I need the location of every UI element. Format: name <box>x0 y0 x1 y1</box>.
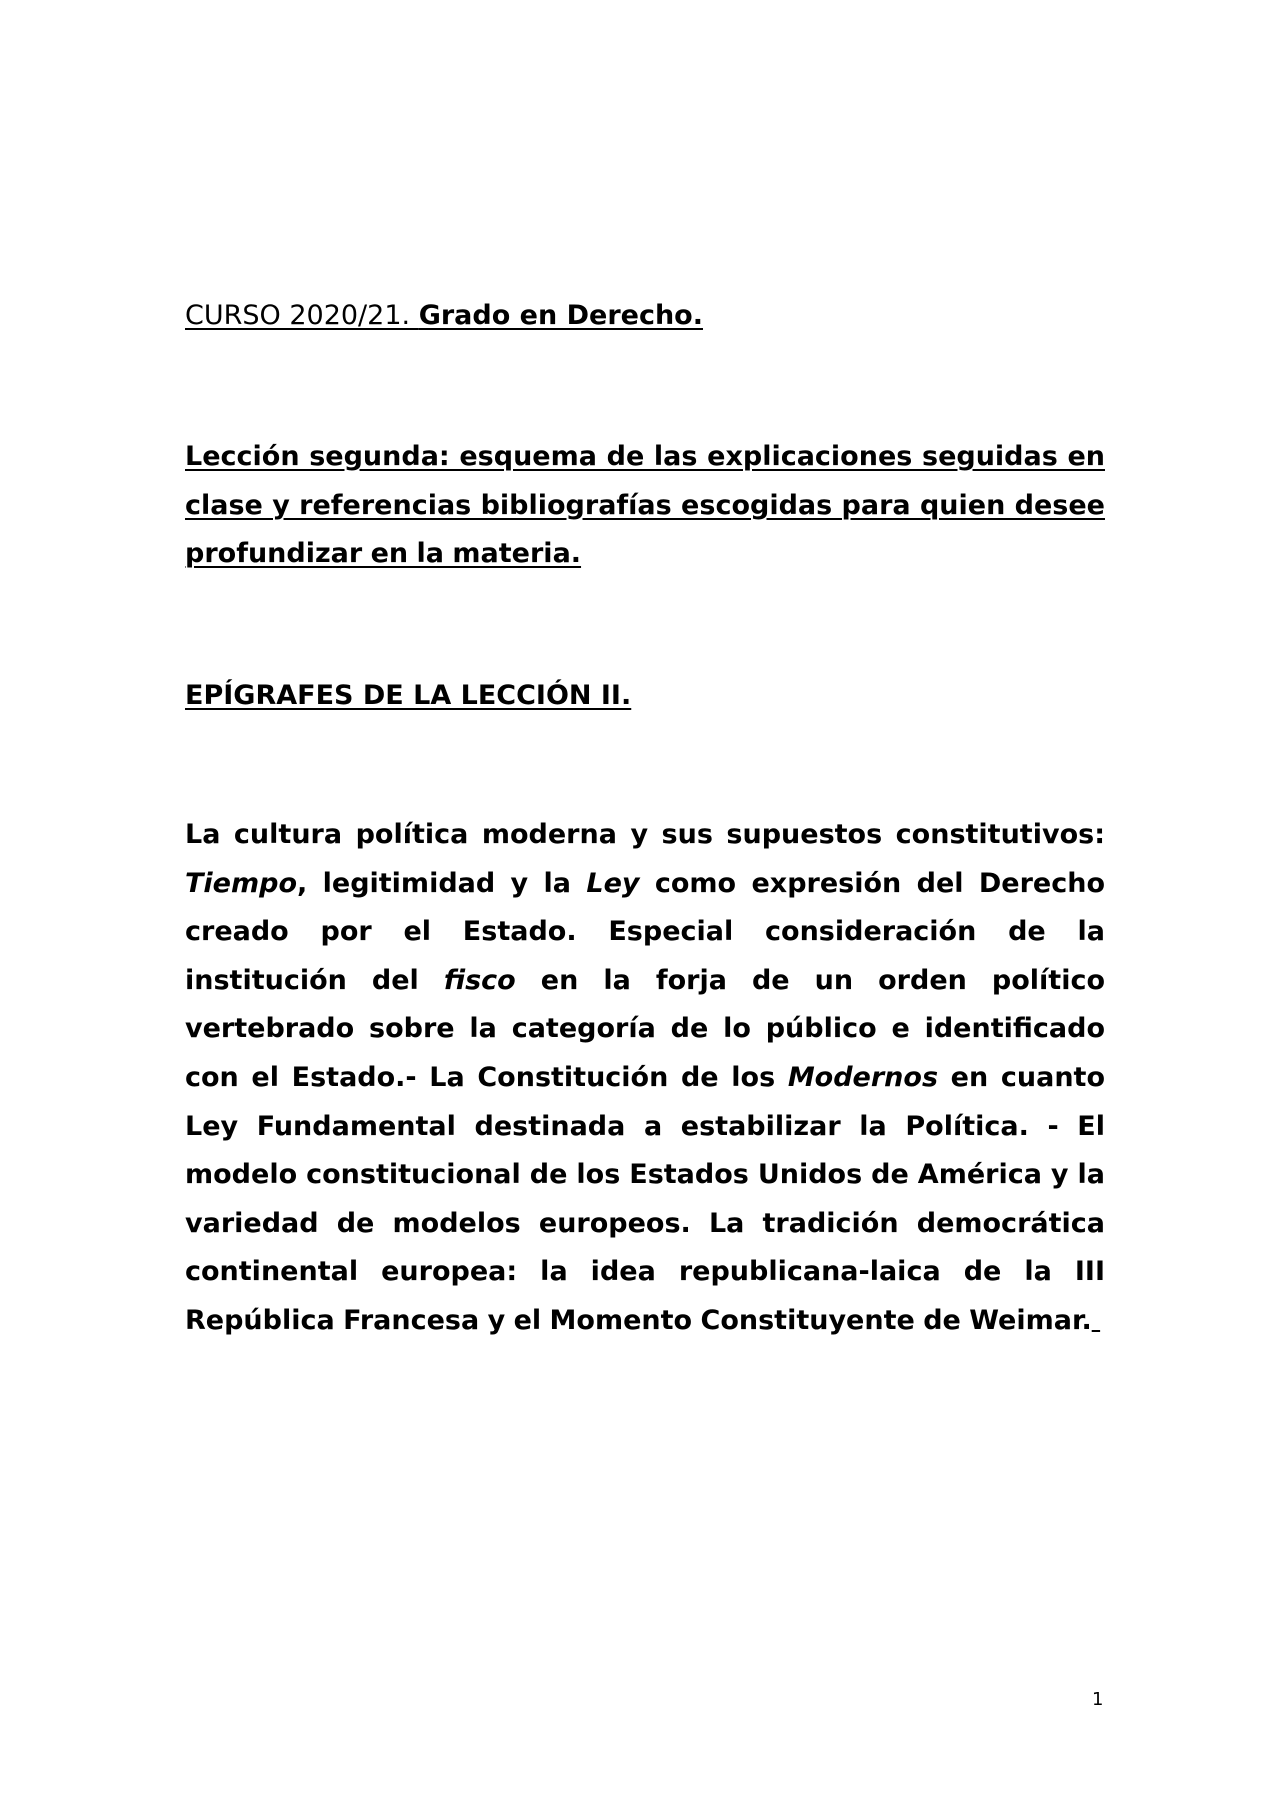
course-degree: Grado en Derecho. <box>418 300 703 331</box>
lesson-title: Lección segunda: esquema de las explicaciones seguidas en clase y referencias bibliografías escogidas para quien desee profundizar en la materia. <box>185 441 1105 569</box>
course-line <box>185 296 703 336</box>
course-prefix: CURSO 2020/21. <box>185 300 419 331</box>
epigrafes-italic-modernos: Modernos <box>787 1061 939 1093</box>
epigrafes-text-2: , legitimidad y la <box>297 867 587 899</box>
epigrafes-italic-ley: Ley <box>586 867 640 899</box>
epigrafes-text-4: en la forja de un orden político vertebrado sobre la categoría de lo público e identificado con el Estado.- La Constitución de los <box>185 964 1105 1093</box>
epigrafes-text-1: La cultura política moderna y sus supuestos constitutivos: <box>185 819 1105 850</box>
page-number: 1 <box>1092 1689 1104 1710</box>
epigrafes-text-5: en cuanto Ley Fundamental destinada a estabilizar la Política. - El modelo constitucional de los Estados Unidos de América y la variedad de modelos europeos. La tradición democrática continental europea: la idea republicana-laica de la III República Francesa y el Momento Constituyente de Weimar. <box>185 1061 1105 1336</box>
epigrafes-italic-tiempo: Tiempo <box>185 867 297 899</box>
epigrafes-text-3: como expresión del Derecho creado por el Estado. Especial consideración de la institución del <box>185 867 1105 996</box>
epigrafes-heading: EPÍGRAFES DE LA LECCIÓN II. <box>185 680 632 711</box>
trailing-underlined-space <box>1092 1305 1100 1336</box>
epigrafes-italic-fisco: fisco <box>443 964 516 996</box>
epigrafes-paragraph <box>185 811 1105 1346</box>
